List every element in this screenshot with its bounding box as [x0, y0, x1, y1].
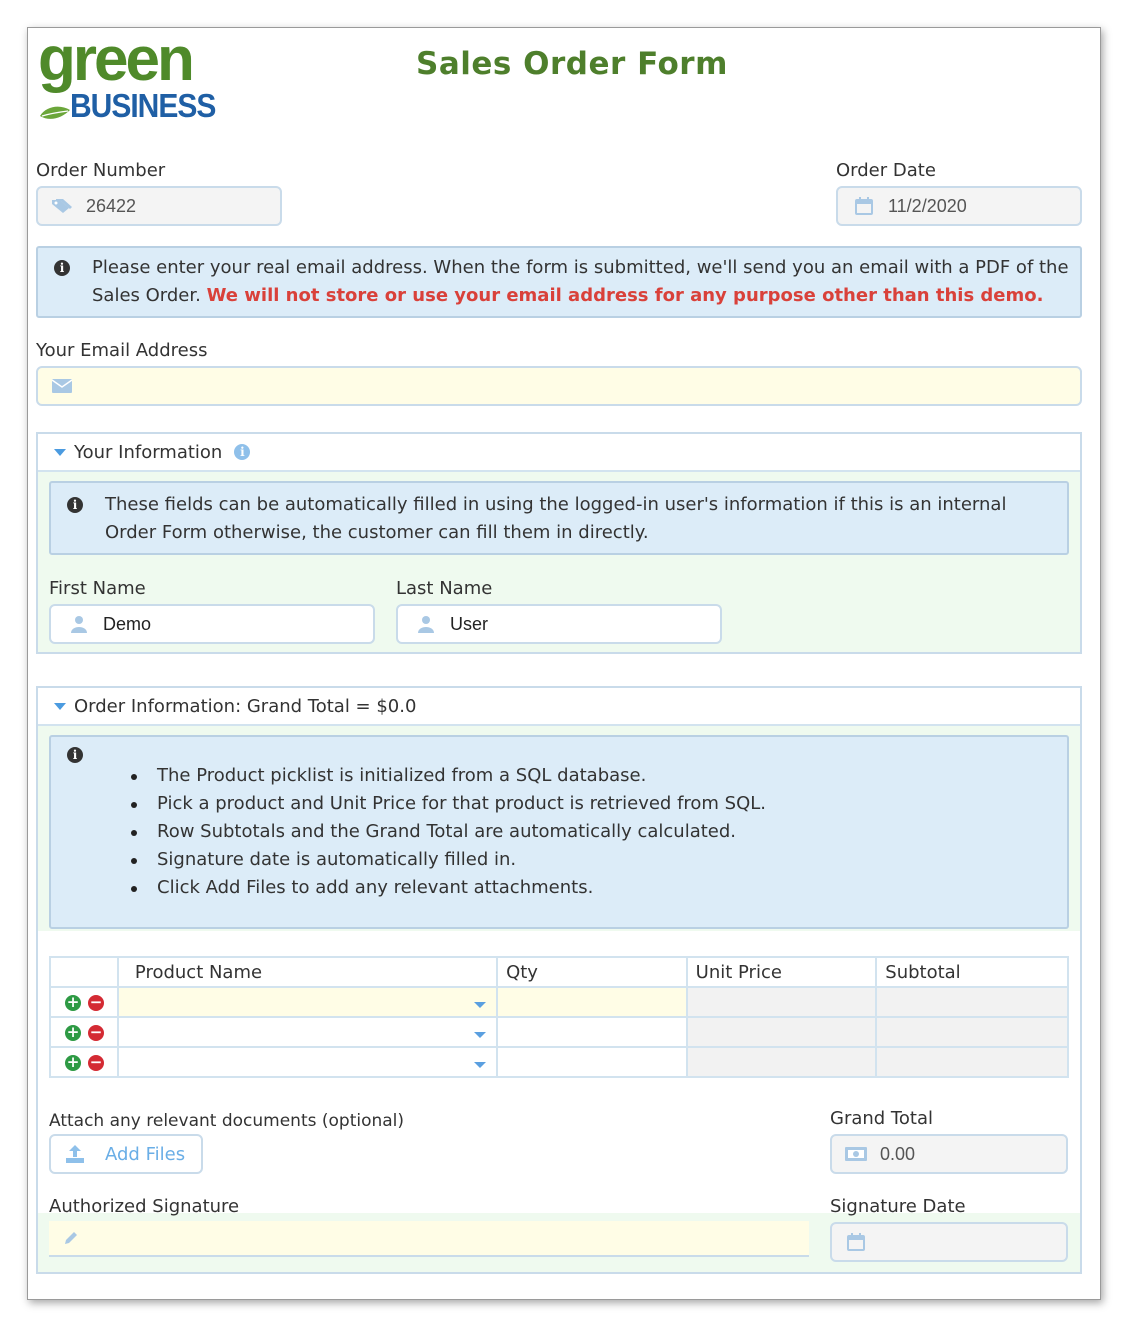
email-notice-text: [92, 254, 1072, 310]
remove-row-icon[interactable]: −: [89, 1052, 103, 1071]
email-notice-box: [36, 246, 1082, 318]
subtotal-cell: [876, 1017, 1068, 1047]
your-info-notice-box: [49, 481, 1069, 555]
table-row: [50, 1017, 1068, 1047]
email-label: Your Email Address: [36, 340, 208, 361]
email-notice-body: Please enter your real email address. When the form is submitted, we'll send you an email with a PDF of the Sales Order.: [92, 257, 1069, 306]
qty-input[interactable]: [497, 987, 687, 1017]
order-number-value: 26422: [86, 195, 137, 216]
pencil-icon: [63, 1230, 79, 1246]
unit-price-header: Unit Price: [687, 957, 877, 987]
info-icon: i: [54, 260, 70, 276]
table-row: [50, 987, 1068, 1017]
collapse-caret-icon: [54, 703, 66, 710]
product-select[interactable]: [118, 987, 497, 1017]
bullet-item: Signature date is automatically filled in.: [131, 846, 1031, 874]
qty-header: Qty: [497, 957, 687, 987]
your-information-header[interactable]: [38, 434, 1080, 472]
form-frame: [27, 27, 1101, 1300]
order-info-notice-box: [49, 735, 1069, 929]
order-items-table: [49, 956, 1069, 1078]
your-information-section: [36, 432, 1082, 654]
subtotal-cell: [876, 987, 1068, 1017]
bullet-item: Click Add Files to add any relevant attachments.: [131, 874, 1031, 902]
signature-date-label: Signature Date: [830, 1196, 966, 1217]
row-controls: [50, 1017, 118, 1047]
attachments-label: Attach any relevant documents (optional): [49, 1111, 405, 1131]
product-name-header: Product Name: [118, 957, 497, 987]
signature-label: Authorized Signature: [49, 1196, 240, 1217]
order-date-label: Order Date: [836, 160, 936, 181]
order-information-header[interactable]: [38, 688, 1080, 726]
upload-icon: [65, 1145, 85, 1163]
order-information-title: Order Information: Grand Total = $0.0: [74, 695, 417, 717]
remove-row-icon[interactable]: −: [89, 992, 103, 1011]
grand-total-field: [830, 1134, 1068, 1174]
bullet-item: Pick a product and Unit Price for that product is retrieved from SQL.: [131, 790, 1031, 818]
tag-icon: [50, 198, 74, 214]
last-name-input[interactable]: [396, 604, 722, 644]
email-input[interactable]: [36, 366, 1082, 406]
money-icon: [844, 1147, 868, 1161]
order-info-bullets: [131, 762, 1031, 902]
logo-green-text: green: [38, 25, 192, 94]
grand-total-value: 0.00: [880, 1143, 916, 1164]
user-icon: [414, 615, 438, 633]
calendar-icon: [852, 197, 876, 215]
unit-price-cell: [687, 1047, 877, 1077]
order-date-field[interactable]: [836, 186, 1082, 226]
last-name-label: Last Name: [396, 578, 493, 599]
dropdown-caret-icon: [474, 1002, 486, 1008]
add-row-icon[interactable]: +: [66, 992, 80, 1011]
order-number-label: Order Number: [36, 160, 166, 181]
control-column-header: [50, 957, 118, 987]
subtotal-header: Subtotal: [876, 957, 1068, 987]
row-controls: [50, 987, 118, 1017]
order-information-section: [36, 686, 1082, 1274]
bullet-item: The Product picklist is initialized from a SQL database.: [131, 762, 1031, 790]
calendar-icon: [844, 1233, 868, 1251]
table-header-row: [50, 957, 1068, 987]
add-files-button[interactable]: [49, 1134, 203, 1174]
row-controls: [50, 1047, 118, 1077]
add-row-icon[interactable]: +: [66, 1052, 80, 1071]
green-business-logo: [38, 25, 216, 130]
info-icon[interactable]: i: [234, 444, 250, 460]
unit-price-cell: [687, 987, 877, 1017]
envelope-icon: [50, 379, 74, 393]
signature-date-field[interactable]: [830, 1222, 1068, 1262]
order-number-field[interactable]: [36, 186, 282, 226]
bullet-item: Row Subtotals and the Grand Total are automatically calculated.: [131, 818, 1031, 846]
subtotal-cell: [876, 1047, 1068, 1077]
info-icon: i: [67, 747, 83, 763]
first-name-value: Demo: [103, 613, 152, 634]
email-notice-warning: We will not store or use your email address for any purpose other than this demo.: [206, 285, 1044, 306]
logo-business-text: BUSINESS: [70, 88, 216, 125]
your-info-notice-text: These fields can be automatically filled in using the logged-in user's information if this is an internal Order Form otherwise, the customer can fill them in directly.: [105, 494, 1007, 543]
dropdown-caret-icon: [474, 1032, 486, 1038]
last-name-value: User: [450, 613, 489, 634]
qty-input[interactable]: [497, 1047, 687, 1077]
your-information-title: Your Information: [74, 441, 223, 463]
first-name-input[interactable]: [49, 604, 375, 644]
unit-price-cell: [687, 1017, 877, 1047]
page-title: Sales Order Form: [416, 46, 728, 82]
order-date-value: 11/2/2020: [888, 195, 967, 216]
info-icon: i: [67, 497, 83, 513]
first-name-label: First Name: [49, 578, 146, 599]
remove-row-icon[interactable]: −: [89, 1022, 103, 1041]
product-select[interactable]: [118, 1017, 497, 1047]
qty-input[interactable]: [497, 1017, 687, 1047]
grand-total-label: Grand Total: [830, 1108, 933, 1129]
leaf-icon: [38, 104, 72, 124]
signature-pad[interactable]: [49, 1221, 809, 1257]
collapse-caret-icon: [54, 449, 66, 456]
table-row: [50, 1047, 1068, 1077]
user-icon: [67, 615, 91, 633]
add-files-label: Add Files: [105, 1143, 186, 1165]
dropdown-caret-icon: [474, 1062, 486, 1068]
add-row-icon[interactable]: +: [66, 1022, 80, 1041]
product-select[interactable]: [118, 1047, 497, 1077]
